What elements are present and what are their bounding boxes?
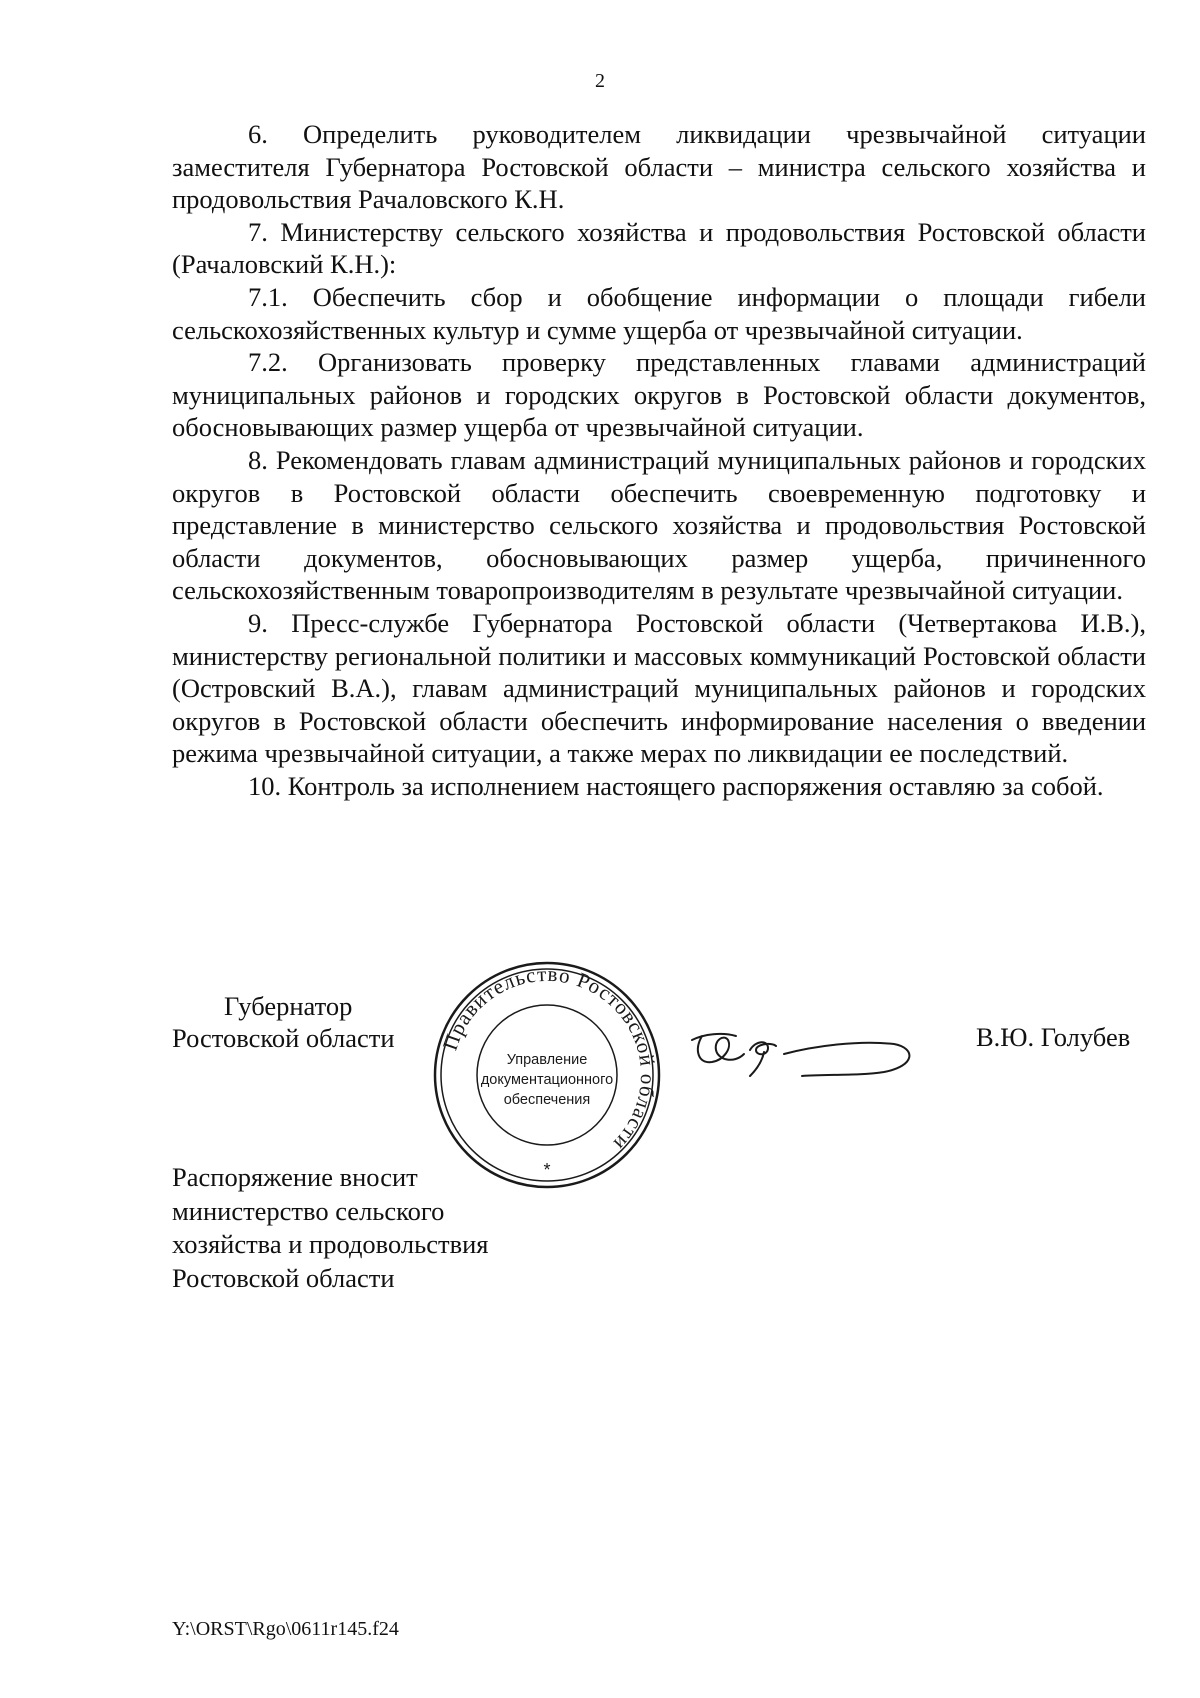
- handwritten-signature: [684, 1010, 924, 1090]
- introduced-by-line: хозяйства и продовольствия: [172, 1229, 489, 1260]
- introduced-by-block: [172, 1161, 488, 1295]
- signatory-title: [172, 990, 395, 1054]
- signatory-name: В.Ю. Голубев: [976, 1022, 1131, 1052]
- paragraph-7-1: 7.1. Обеспечить сбор и обобщение информации о площади гибели сельскохозяйственных культур и сумме ущерба от чрезвычайной ситуации.: [172, 281, 1146, 345]
- seal-inner-line3: обеспечения: [503, 1092, 591, 1108]
- official-seal: [432, 960, 662, 1190]
- signatory-title-line1: Губернатор: [224, 991, 353, 1021]
- file-path: Y:\ORST\Rgo\0611r145.f24: [172, 1618, 399, 1640]
- document-body: [172, 118, 1146, 802]
- page-number: 2: [595, 70, 605, 92]
- introduced-by-line: министерство сельского: [172, 1195, 445, 1226]
- introduced-by-line: Ростовской области: [172, 1262, 395, 1293]
- introduced-by-line: Распоряжение вносит: [172, 1162, 418, 1192]
- paragraph-9: 9. Пресс-службе Губернатора Ростовской области (Четвертакова И.В.), министерству региональной политики и массовых коммуникаций Ростовской области (Островский В.А.), главам администраций муниципальных районов и городских округов в Ростовской области обеспечить информирование населения о введении режима чрезвычайной ситуации, а также мерах по ликвидации ее последствий.: [172, 607, 1146, 769]
- paragraph-10: 10. Контроль за исполнением настоящего распоряжения оставляю за собой.: [248, 770, 1104, 801]
- seal-inner-line1: Управление: [506, 1052, 588, 1068]
- seal-star: *: [543, 1160, 551, 1180]
- paragraph-7: 7. Министерству сельского хозяйства и продовольствия Ростовской области (Рачаловский К.Н.):: [172, 216, 1146, 280]
- seal-outer-text: Правительство Ростовской области: [437, 961, 661, 1157]
- paragraph-8: 8. Рекомендовать главам администраций муниципальных районов и городских округов в Ростовской области обеспечить своевременную подготовку и представление в министерство сельского хозяйства и продовольствия Ростовской области документов, обосновывающих размер ущерба, причиненного сельскохозяйственным товаропроизводителям в результате чрезвычайной ситуации.: [172, 444, 1146, 606]
- seal-inner-line2: документационного: [480, 1072, 614, 1088]
- signatory-title-line2: Ростовской области: [172, 1023, 395, 1053]
- paragraph-6: 6. Определить руководителем ликвидации чрезвычайной ситуации заместителя Губернатора Ростовской области – министра сельского хозяйства и продовольствия Рачаловского К.Н.: [172, 119, 1146, 215]
- paragraph-7-2: 7.2. Организовать проверку представленных главами администраций муниципальных районов и городских округов в Ростовской области документов, обосновывающих размер ущерба от чрезвычайной ситуации.: [172, 347, 1146, 443]
